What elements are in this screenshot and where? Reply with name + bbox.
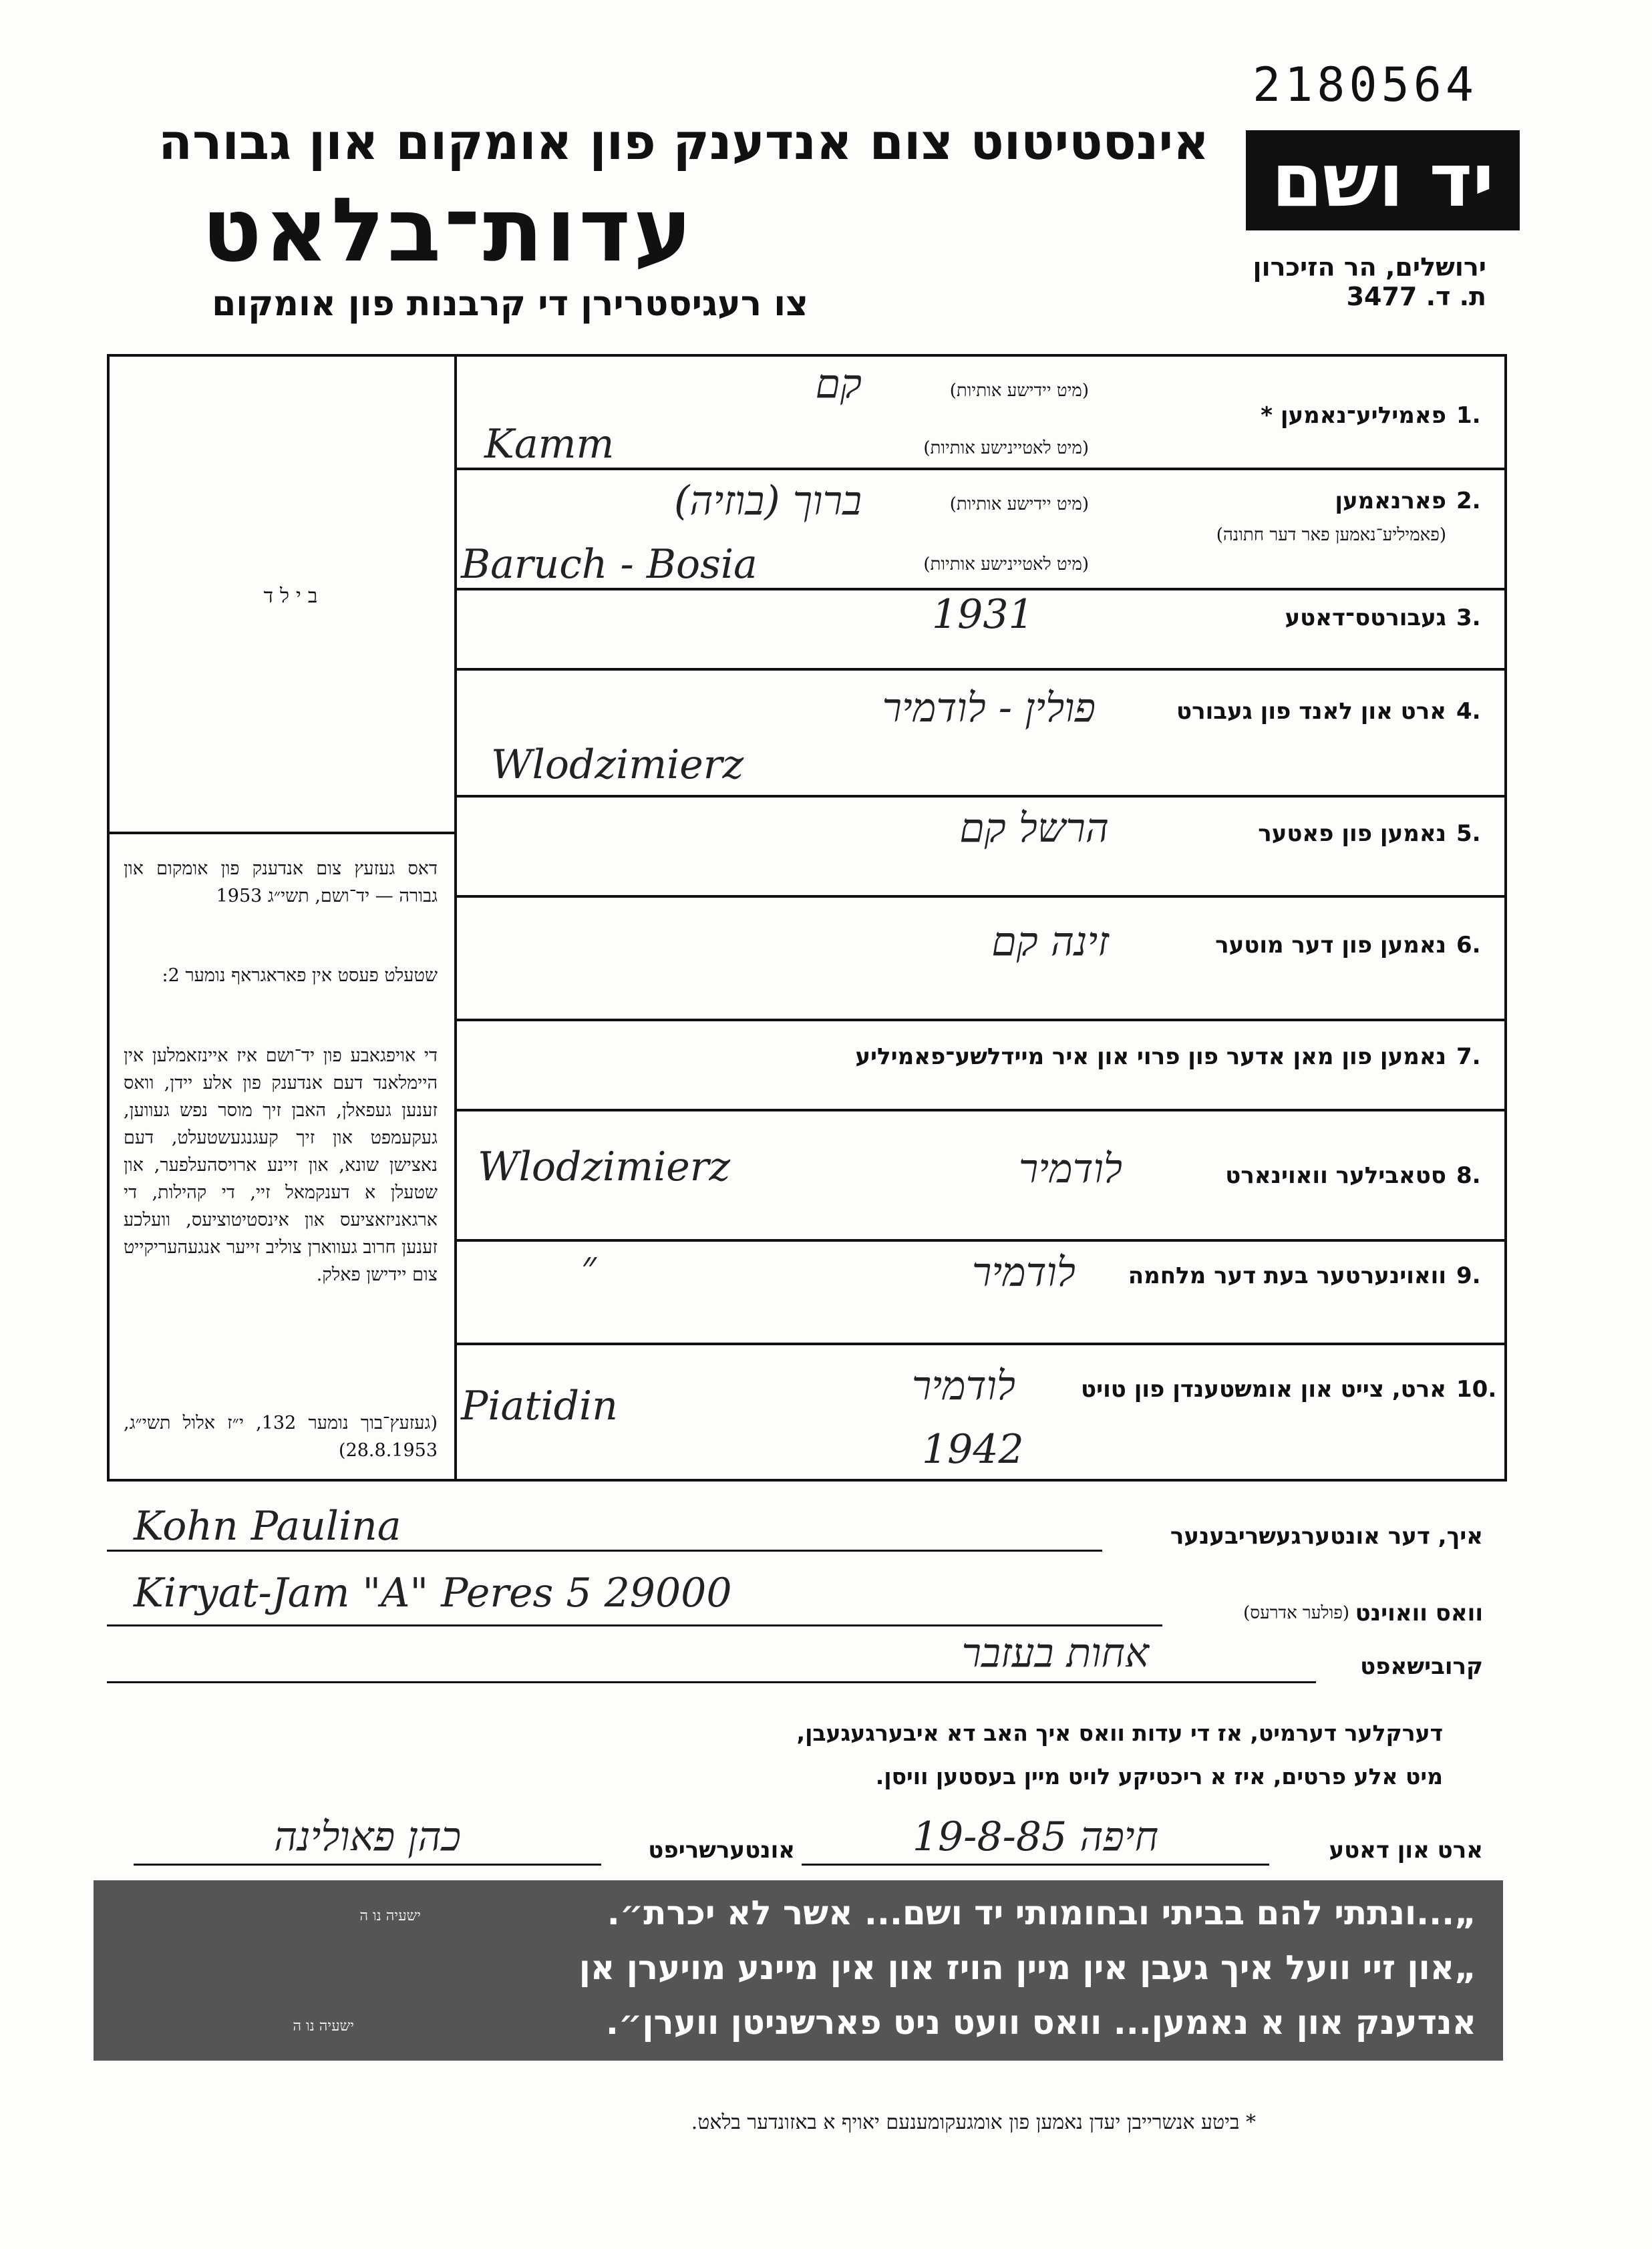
field-number: 5. (1456, 820, 1481, 847)
quote-banner (94, 1880, 1503, 2061)
residence-yiddish-value[interactable]: לודמיר (1018, 1146, 1122, 1192)
form-title: עדות־בלאט (202, 179, 695, 282)
banner-line-3: אנדענק און א נאמען... וואס וועט ניט פארשניטן ווערן״. (605, 2003, 1476, 2042)
signature-label: אונטערשריפט (648, 1837, 795, 1864)
birth-date-value[interactable]: 1931 (932, 591, 1034, 638)
banner-citation-1: ישעיה נו ה (359, 1908, 421, 1924)
institute-title: אינסטיטוט צום אנדענק פון אומקום און גבורה (158, 114, 1209, 171)
mother-name-label: נאמען פון דער מוטער (1215, 932, 1446, 959)
father-name-label: נאמען פון פאטער (1258, 820, 1446, 847)
law-paragraph-ref: שטעלט פעסט אין פאראגראף נומער 2: (162, 965, 438, 986)
field-number: 4. (1456, 698, 1481, 725)
field-number: 3. (1456, 604, 1481, 631)
latin-letters-note: (מיט לאטיינישע אותיות) (923, 438, 1089, 458)
row-separator (454, 1239, 1504, 1242)
witness-name-label: איך, דער אונטערגעשריבענער (1170, 1523, 1483, 1550)
row-separator (454, 895, 1504, 898)
place-date-value[interactable]: חיפה 19-8-85 (912, 1813, 1159, 1860)
family-name-yiddish-value[interactable]: קם (815, 361, 862, 407)
sidebar-divider (107, 832, 457, 834)
yad-vashem-logo: יד ושם (1246, 130, 1520, 230)
maiden-name-note: (פאמיליע־נאמען פאר דער חתונה) (1216, 525, 1446, 545)
birth-place-yiddish-value[interactable]: פולין - לודמיר (882, 685, 1096, 731)
row-separator (454, 588, 1504, 590)
law-text: די אויפגאבע פון יד־ושם איז איינזאמלען אין היימלאנד דעם אנדענק פון אלע יידן, וואס זענען געפאלן, האבן זיך מוסר נפש געווען, געקעמפט און זיך קעגנגעשטעלט, דעם נאצישן שונא, און זיינע ארויסהעלפער, און שטעלן א דענקמאל זיי, די קהילות, די ארגאניזאציעס און אינסטיטוציעס, וועלכע זענען חרוב געווארן צוליב זייער אנגעהעריקייט צום יידישן פאלק. (124, 1045, 438, 1285)
witness-name-value[interactable]: Kohn Paulina (134, 1503, 401, 1550)
banner-citation-2: ישעיה נו ה (293, 2018, 354, 2035)
row-separator (454, 468, 1504, 470)
signature-line (134, 1862, 601, 1866)
death-place-yiddish-value[interactable]: לודמיר (911, 1363, 1015, 1409)
wartime-residence-value[interactable]: לודמיר (971, 1249, 1076, 1296)
witness-address-line (107, 1623, 1162, 1626)
place-date-line (802, 1862, 1269, 1866)
signature-value[interactable]: כהן פאולינה (273, 1813, 462, 1860)
document-number: 2180564 (1253, 57, 1478, 112)
form-subtitle: צו רעגיסטרירן די קרבנות פון אומקום (212, 284, 808, 324)
column-divider (454, 354, 457, 1479)
law-heading: דאס געזעץ צום אנדענק פון אומקום און גבורה — יד־ושם, תשי״ג 1953 (124, 858, 438, 906)
field-number: 8. (1456, 1162, 1481, 1189)
birth-place-label: ארט און לאנד פון געבורט (1176, 698, 1446, 725)
death-circumstances-label: ארט, צייט און אומשטענדן פון טויט (1080, 1376, 1446, 1403)
field-number: 10. (1456, 1376, 1497, 1403)
latin-letters-note: (מיט לאטיינישע אותיות) (923, 554, 1089, 574)
ditto-mark: ״ (581, 1242, 597, 1289)
relationship-line (107, 1680, 1316, 1683)
yiddish-letters-note: (מיט יידישע אותיות) (949, 381, 1089, 401)
banner-line-1: „...ונתתי להם בביתי ובחומותי יד ושם... אשר לא יכרת״. (607, 1894, 1476, 1932)
law-citation: (געזעץ־בוך נומער 132, י״ז אלול תשי״ג, 28.8.1953) (124, 1413, 438, 1461)
address-line-2: ת. ד. 3477 (1346, 282, 1486, 311)
spouse-name-label: נאמען פון מאן אדער פון פרוי און איר מיידלשע־פאמיליע (855, 1043, 1446, 1070)
row-separator (454, 1343, 1504, 1345)
photo-label: בילד (263, 584, 325, 608)
place-date-label: ארט און דאטע (1329, 1837, 1483, 1864)
birth-place-latin-value[interactable]: Wlodzimierz (491, 741, 744, 788)
relationship-value[interactable]: אחות בעזבר (961, 1630, 1149, 1677)
row-separator (454, 795, 1504, 798)
wartime-residence-label: וואוינערטער בעת דער מלחמה (1128, 1262, 1446, 1289)
birth-date-label: געבורטס־דאטע (1285, 604, 1446, 631)
address-block (1202, 252, 1486, 311)
death-year-value[interactable]: 1942 (922, 1426, 1024, 1473)
witness-address-label: וואס וואוינט (1355, 1600, 1483, 1626)
residence-latin-value[interactable]: Wlodzimierz (478, 1144, 731, 1190)
row-separator (454, 1109, 1504, 1111)
relationship-label: קרובישאפט (1360, 1653, 1483, 1680)
family-name-latin-value[interactable]: Kamm (484, 421, 615, 468)
field-number: 2. (1456, 488, 1481, 514)
mother-name-value[interactable]: זינה קם (991, 918, 1109, 965)
field-number: 7. (1456, 1043, 1481, 1070)
death-place-latin-value[interactable]: Piatidin (461, 1383, 618, 1429)
yiddish-letters-note: (מיט יידישע אותיות) (949, 494, 1089, 514)
family-name-label: פאמיליע־נאמען * (1261, 402, 1446, 429)
witness-address-value[interactable]: Kiryat-Jam "A" Peres 5 29000 (134, 1570, 732, 1616)
footnote: * ביטע אנשרייבן יעדן נאמען פון אומגעקומענעם יאויף א באזונדער בלאט. (691, 2111, 1256, 2134)
row-separator (454, 668, 1504, 671)
first-name-yiddish-value[interactable]: ברוך (בוזיה) (674, 478, 862, 524)
banner-line-2: „און זיי וועל איך געבן אין מיין הויז און אין מיינע מויערן אן (579, 1948, 1476, 1987)
full-address-note: (פולער אדרעס) (1243, 1603, 1349, 1623)
field-number: 6. (1456, 932, 1481, 959)
field-number: 1. (1456, 402, 1481, 429)
field-number: 9. (1456, 1262, 1481, 1289)
first-name-latin-value[interactable]: Baruch - Bosia (461, 541, 758, 588)
row-separator (454, 1019, 1504, 1021)
father-name-value[interactable]: הרשל קם (959, 805, 1109, 852)
address-line-1: ירושלים, הר הזיכרון (1253, 252, 1486, 282)
first-name-label: פארנאמען (1335, 488, 1446, 514)
residence-label: סטאבילער וואוינארט (1225, 1162, 1446, 1189)
declaration-line-2: מיט אלע פרטים, איז א ריכטיקע לויט מיין בעסטען וויסן. (875, 1763, 1443, 1789)
declaration-line-1: דערקלער דערמיט, אז די עדות וואס איך האב דא איבערגעגעבן, (796, 1720, 1443, 1746)
